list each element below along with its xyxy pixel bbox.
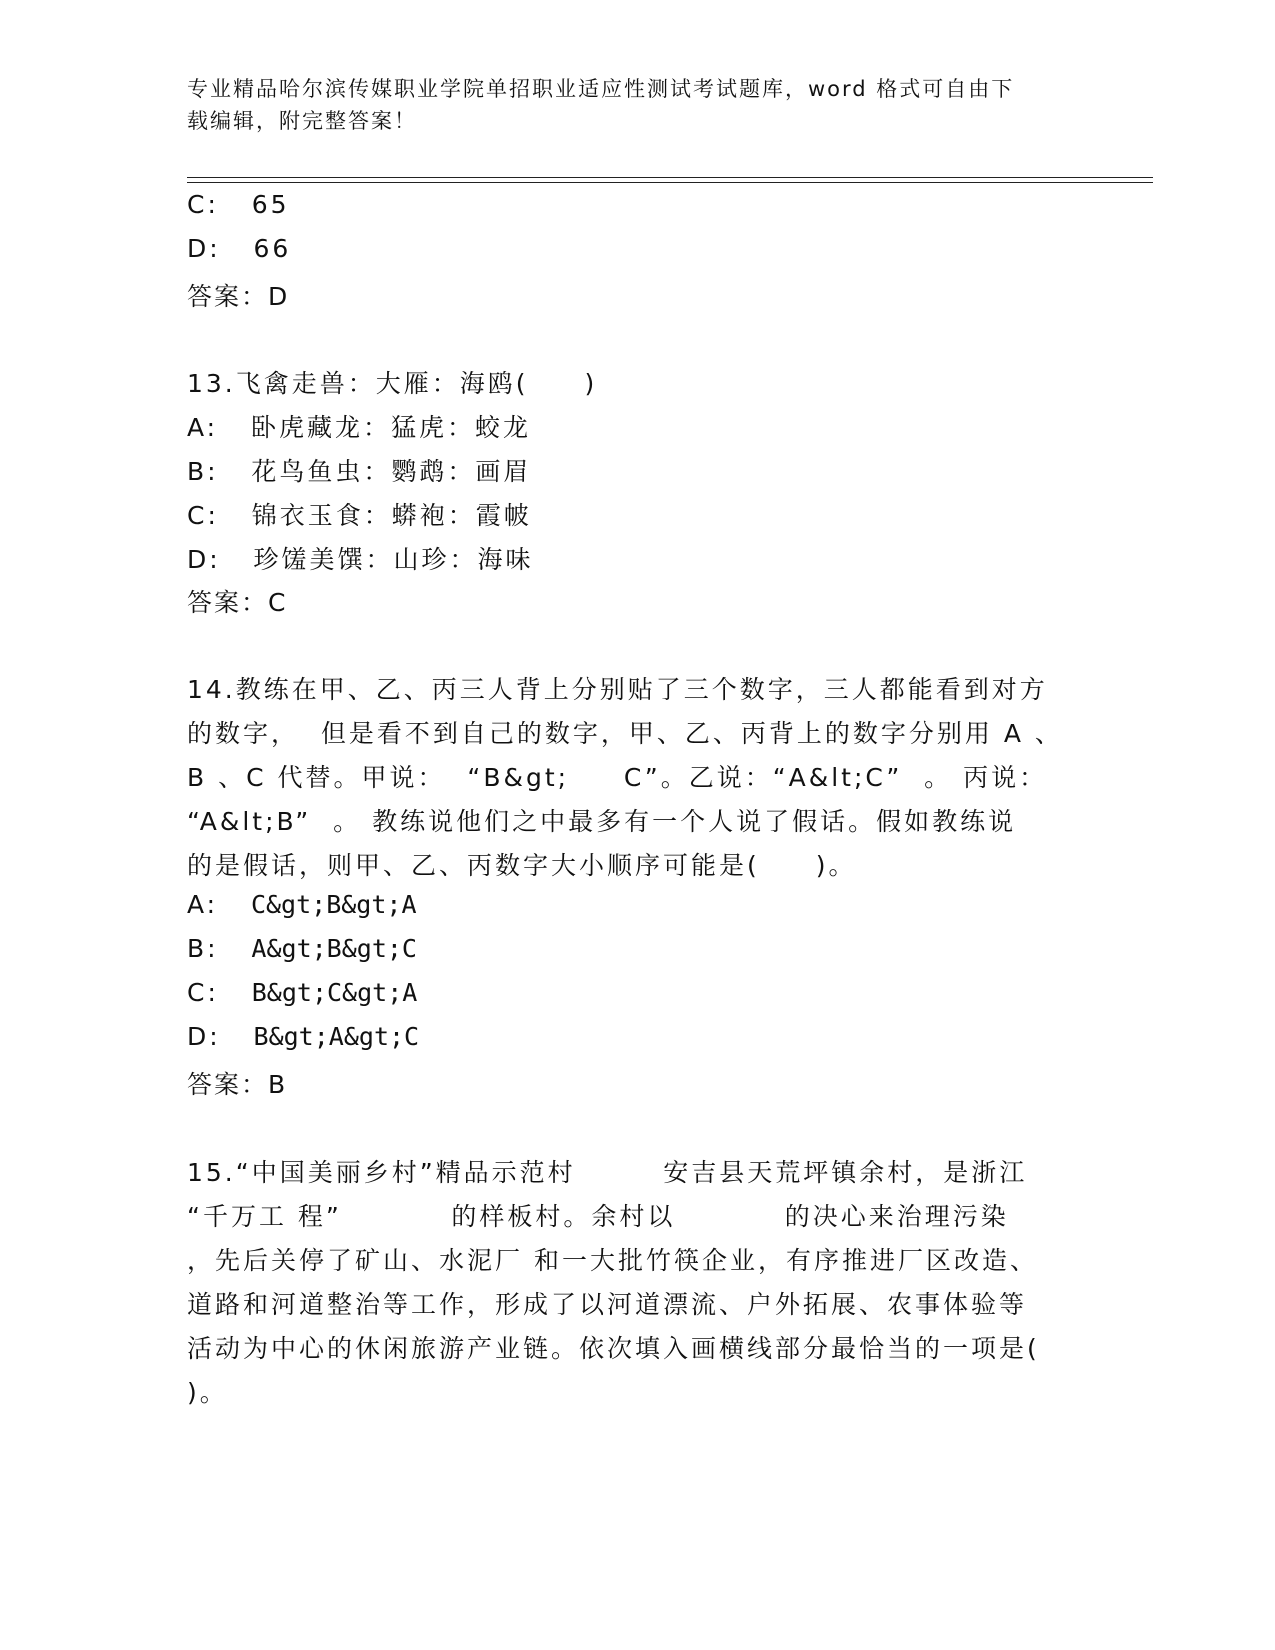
q14-stem-line-1: 14.教练在甲、乙、丙三人背上分别贴了三个数字，三人都能看到对方 xyxy=(187,675,1048,704)
option-letter: D: xyxy=(187,1022,221,1051)
header-line-2: 载编辑，附完整答案！ xyxy=(187,109,417,133)
option-text: 65 xyxy=(251,190,290,219)
option-letter: B: xyxy=(187,934,219,963)
q14-stem-line-2: 的数字， 但是看不到自己的数字，甲、乙、丙背上的数字分别用 A 、 xyxy=(187,719,1063,748)
q13-answer: 答案：C xyxy=(187,588,288,617)
option-letter: D: xyxy=(187,234,221,263)
q15-stem-line-2: “千万工 程” 的样板村。余村以 的决心来治理污染 xyxy=(187,1202,1009,1231)
option-text: 珍馐美馔：山珍：海味 xyxy=(253,545,534,574)
option-text: A&gt;B&gt;C xyxy=(251,934,417,963)
q14-option-b xyxy=(187,934,417,963)
option-text: 卧虎藏龙：猛虎：蛟龙 xyxy=(250,413,531,442)
q12-answer: 答案：D xyxy=(187,282,290,311)
q14-stem-line-4: “A&lt;B” 。 教练说他们之中最多有一个人说了假话。假如教练说 xyxy=(187,807,1017,836)
q13-option-c xyxy=(187,496,532,532)
q15-stem-line-4: 道路和河道整治等工作，形成了以河道漂流、户外拓展、农事体验等 xyxy=(187,1290,1028,1319)
option-letter: B: xyxy=(187,457,219,486)
q15-stem-line-3: ，先后关停了矿山、水泥厂 和一大批竹筷企业，有序推进厂区改造、 xyxy=(187,1246,1038,1275)
option-letter: C: xyxy=(187,190,219,219)
q14-stem-line-5: 的是假话，则甲、乙、丙数字大小顺序可能是( )。 xyxy=(187,851,857,880)
q13-option-a xyxy=(187,408,531,444)
option-letter: A: xyxy=(187,413,219,442)
header-rule-bottom xyxy=(187,182,1153,183)
option-letter: A: xyxy=(187,890,219,919)
q14-stem-line-3: B 、C 代替。甲说： “B&gt; C”。乙说：“A&lt;C” 。 丙说： xyxy=(187,763,1048,792)
option-letter: C: xyxy=(187,501,219,530)
q15-stem-line-1: 15.“中国美丽乡村”精品示范村 安吉县天荒坪镇余村，是浙江 xyxy=(187,1158,1028,1187)
q14-option-d xyxy=(187,1022,419,1051)
q13-option-b xyxy=(187,452,531,488)
q14-option-a xyxy=(187,890,417,919)
q13-stem: 13.飞禽走兽：大雁：海鸥( ) xyxy=(187,369,598,398)
option-text: C&gt;B&gt;A xyxy=(250,890,417,919)
q15-stem-line-6: )。 xyxy=(187,1378,228,1407)
option-text: B&gt;C&gt;A xyxy=(251,978,418,1007)
option-text: 花鸟鱼虫：鹦鹉：画眉 xyxy=(251,457,532,486)
document-header xyxy=(187,73,1087,137)
option-text: 66 xyxy=(253,234,292,263)
q13-option-d xyxy=(187,540,534,576)
q12-option-c xyxy=(187,190,290,219)
option-letter: D: xyxy=(187,545,221,574)
header-rule-top xyxy=(187,177,1153,178)
q15-stem-line-5: 活动为中心的休闲旅游产业链。依次填入画横线部分最恰当的一项是( xyxy=(187,1334,1040,1363)
q12-option-d xyxy=(187,234,291,263)
q14-answer: 答案：B xyxy=(187,1070,288,1099)
header-line-1: 专业精品哈尔滨传媒职业学院单招职业适应性测试考试题库，word 格式可自由下 xyxy=(187,77,1015,101)
option-text: B&gt;A&gt;C xyxy=(253,1022,420,1051)
option-text: 锦衣玉食：蟒袍：霞帔 xyxy=(251,501,532,530)
option-letter: C: xyxy=(187,978,219,1007)
q14-option-c xyxy=(187,978,417,1007)
